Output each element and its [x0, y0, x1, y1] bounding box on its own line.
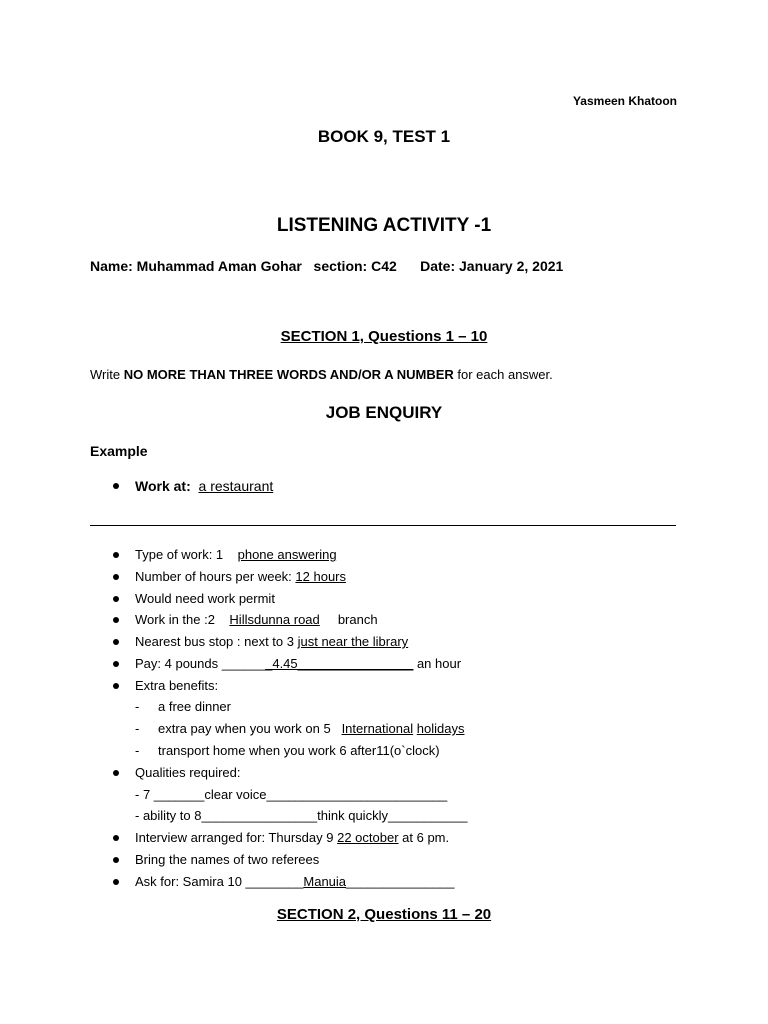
section-2-heading: SECTION 2, Questions 11 – 20 [276, 906, 492, 923]
item-label: extra pay when you work on 5 [158, 721, 331, 736]
bullet-icon [113, 661, 119, 667]
list-item-permit: Would need work permit [135, 591, 275, 606]
list-item-referees: Bring the names of two referees [135, 852, 320, 867]
activity-title: LISTENING ACTIVITY -1 [276, 215, 492, 236]
example-item-label: Work at: [135, 478, 191, 494]
item-answer: Hillsdunna road [229, 612, 320, 627]
instruction-prefix: Write [90, 367, 124, 382]
list-item-benefits: Extra benefits: [135, 678, 219, 693]
list-item-pay [135, 656, 461, 671]
item-answer: 22 october [337, 830, 399, 845]
dash-marker: - [135, 721, 140, 736]
item-answer: _4.45________________ [265, 656, 414, 671]
bullet-icon [113, 574, 119, 580]
student-name: Name: Muhammad Aman Gohar [90, 258, 302, 274]
item-answer: Manuia [303, 874, 347, 889]
bullet-icon [113, 683, 119, 689]
list-item-hours [135, 569, 346, 584]
bullet-icon [113, 617, 119, 623]
item-label: Type of work: 1 [135, 547, 224, 562]
list-item-work-in [135, 612, 378, 627]
item-suffix: _______________ [346, 874, 455, 889]
bullet-icon [113, 552, 119, 558]
item-label: Ask for: Samira 10 ________ [135, 874, 304, 889]
benefit-free-dinner: a free dinner [158, 699, 231, 714]
item-answer: just near the library [297, 634, 409, 649]
bullet-icon [113, 639, 119, 645]
student-date: Date: January 2, 2021 [420, 258, 564, 274]
instruction-suffix: for each answer. [453, 367, 553, 382]
quality-item-7: - 7 _______clear voice_________________________ [135, 787, 448, 802]
item-label: Number of hours per week: [135, 569, 296, 584]
bullet-icon [113, 857, 119, 863]
list-item-interview [135, 830, 449, 845]
dash-marker: - [135, 699, 140, 714]
item-suffix: an hour [413, 656, 462, 671]
item-label: Pay: 4 pounds ______ [135, 656, 266, 671]
book-title: BOOK 9, TEST 1 [317, 127, 451, 146]
item-label: Work in the :2 [135, 612, 215, 627]
item-suffix: at 6 pm. [398, 830, 450, 845]
item-answer: 12 hours [295, 569, 346, 584]
example-item-answer: a restaurant [198, 478, 274, 494]
benefit-transport: transport home when you work 6 after11(o`clock) [158, 743, 440, 758]
example-item [135, 478, 273, 494]
instruction-line [90, 367, 553, 382]
item-answer: holidays [416, 721, 465, 736]
bullet-icon [113, 770, 119, 776]
list-item-qualities: Qualities required: [135, 765, 241, 780]
item-suffix: branch [337, 612, 378, 627]
item-label: Interview arranged for: Thursday 9 [135, 830, 338, 845]
example-label: Example [90, 443, 148, 459]
item-label: Nearest bus stop : next to 3 [135, 634, 294, 649]
section-1-heading: SECTION 1, Questions 1 – 10 [280, 328, 488, 345]
bullet-icon [113, 879, 119, 885]
benefit-extra-pay [158, 721, 464, 736]
topic-heading: JOB ENQUIRY [325, 403, 443, 422]
list-item-ask-for [135, 874, 454, 889]
dash-marker: - [135, 743, 140, 758]
student-info-line [90, 258, 563, 274]
quality-item-8: - ability to 8________________think quickly___________ [135, 808, 468, 823]
item-answer: International [341, 721, 414, 736]
divider-line [90, 525, 676, 526]
author-name: Yasmeen Khatoon [572, 94, 677, 108]
student-section: section: C42 [313, 258, 397, 274]
list-item-type-of-work [135, 547, 337, 562]
bullet-icon [113, 596, 119, 602]
item-answer: phone answering [237, 547, 337, 562]
bullet-icon [113, 835, 119, 841]
bullet-icon [113, 483, 119, 489]
list-item-bus-stop [135, 634, 408, 649]
instruction-bold: NO MORE THAN THREE WORDS AND/OR A NUMBER [123, 367, 454, 382]
